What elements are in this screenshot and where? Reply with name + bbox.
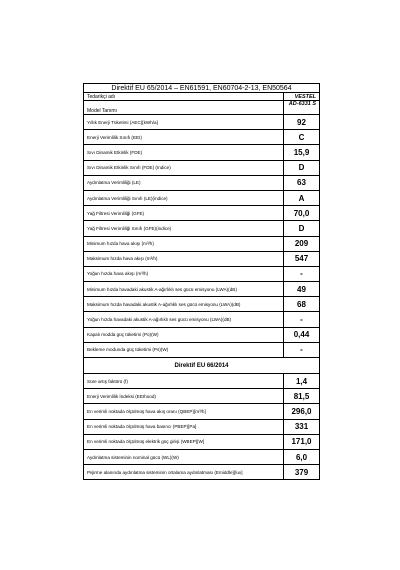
spec-value: - [284, 342, 320, 357]
spec-value: - [284, 266, 320, 281]
spec-row [84, 130, 320, 145]
spec-row [84, 342, 320, 357]
spec-row [84, 145, 320, 160]
spec-row [84, 465, 320, 480]
spec-row [84, 221, 320, 236]
spec-label: Minimum hızda hava akışı (m³/h) [84, 236, 284, 251]
spec-label: Enerji Verimlilik Sınıfı (EEI) [84, 130, 284, 145]
spec-row [84, 175, 320, 190]
spec-label: Yoğun hızda havadaki akustik A-ağırlıklı ses gücü emisyonu (LWA)(dB) [84, 312, 284, 327]
spec-value: D [284, 221, 320, 236]
spec-row [84, 266, 320, 281]
spec-value: 63 [284, 175, 320, 190]
spec-label: En verimli noktada ölçülmüş hava akış oranı (QBEP)[m³/h] [84, 404, 284, 419]
spec-row [84, 389, 320, 404]
spec-value: 296,0 [284, 404, 320, 419]
spec-value: 6,0 [284, 449, 320, 464]
spec-label: Sıvı Dinamik Etkinlik (FDE) [84, 145, 284, 160]
spec-label: Yağ Filtresi Verimliliği Sınıfı (GFE)(indice) [84, 221, 284, 236]
spec-label: Maksimum hızda havadaki akustik A-ağırlıklı ses gücü emisyonu (LWA)(dB) [84, 297, 284, 312]
spec-label: Kapalı modda güç tüketimi (Po)(W) [84, 327, 284, 342]
spec-label: Aydınlatma Verimliliği (LE) [84, 175, 284, 190]
spec-value: 15,9 [284, 145, 320, 160]
spec-label: Aydınlatma Verimliliği Sınıfı (LE)(indice) [84, 190, 284, 205]
spec-label: Yoğun hızda hava akışı (m³/h) [84, 266, 284, 281]
spec-row [84, 282, 320, 297]
spec-row [84, 449, 320, 464]
energy-info-sheet [83, 83, 319, 480]
supplier-value: VESTEL [284, 93, 320, 101]
model-value: AD-6331 S [284, 101, 320, 115]
spec-row [84, 206, 320, 221]
spec-value: A [284, 190, 320, 205]
spec-value: - [284, 312, 320, 327]
spec-label: Bekleme modunda güç tüketimi (Ps)(W) [84, 342, 284, 357]
spec-value: C [284, 130, 320, 145]
supplier-row [84, 93, 320, 101]
spec-value: 1,4 [284, 374, 320, 389]
spec-value: 70,0 [284, 206, 320, 221]
spec-label: Aydınlatma sisteminin nominal gücü (WL)(W) [84, 449, 284, 464]
spec-row [84, 434, 320, 449]
spec-row [84, 115, 320, 130]
spec-value: D [284, 160, 320, 175]
spec-value: 49 [284, 282, 320, 297]
spec-value: 0,44 [284, 327, 320, 342]
spec-row [84, 404, 320, 419]
section-header-row [84, 358, 320, 374]
spec-row [84, 160, 320, 175]
spec-row [84, 327, 320, 342]
spec-value: 68 [284, 297, 320, 312]
supplier-label: Tedarikçi adı [84, 93, 284, 101]
spec-label: Yağ Filtresi Verimliliği (GFE) [84, 206, 284, 221]
specification-table [83, 83, 320, 480]
model-row [84, 101, 320, 115]
spec-row [84, 419, 320, 434]
spec-row [84, 236, 320, 251]
spec-label: Süre artış faktörü (f) [84, 374, 284, 389]
spec-value: 171,0 [284, 434, 320, 449]
section-title: Direktif EU 66/2014 [84, 358, 320, 374]
spec-value: 331 [284, 419, 320, 434]
spec-value: 81,5 [284, 389, 320, 404]
spec-value: 547 [284, 251, 320, 266]
spec-value: 209 [284, 236, 320, 251]
directive-header: Direktif EU 65/2014 – EN61591, EN60704-2-13, EN50564 [84, 84, 320, 93]
spec-value: 92 [284, 115, 320, 130]
spec-label: Sıvı Dinamik Etkinlik Sınıfı (FDE) (Indice) [84, 160, 284, 175]
spec-row [84, 297, 320, 312]
spec-row [84, 251, 320, 266]
spec-label: En verimli noktada ölçülmüş hava basıncı (PBEP)[Pa] [84, 419, 284, 434]
spec-label: Maksimum hızda hava akışı (m³/h) [84, 251, 284, 266]
model-label: Model Tanımı [84, 101, 284, 115]
spec-label: Enerji Verimlilik İndeksi (EEIhood) [84, 389, 284, 404]
spec-row [84, 312, 320, 327]
spec-label: En verimli noktada ölçülmüş elektrik güç girişi (WBEP)[W] [84, 434, 284, 449]
spec-label: Minimum hızda havadaki akustik A-ağırlıklı ses gücü emisyonu (LWA)(dB) [84, 282, 284, 297]
spec-row [84, 374, 320, 389]
spec-label: Pişirme alanında aydınlatma sisteminin ortalama aydınlatması (Emiddle)[lux] [84, 465, 284, 480]
spec-value: 379 [284, 465, 320, 480]
directive-header-row [84, 84, 320, 93]
spec-label: Yıllık Enerji Tüketimi (AEC)[kWh/a] [84, 115, 284, 130]
spec-row [84, 190, 320, 205]
